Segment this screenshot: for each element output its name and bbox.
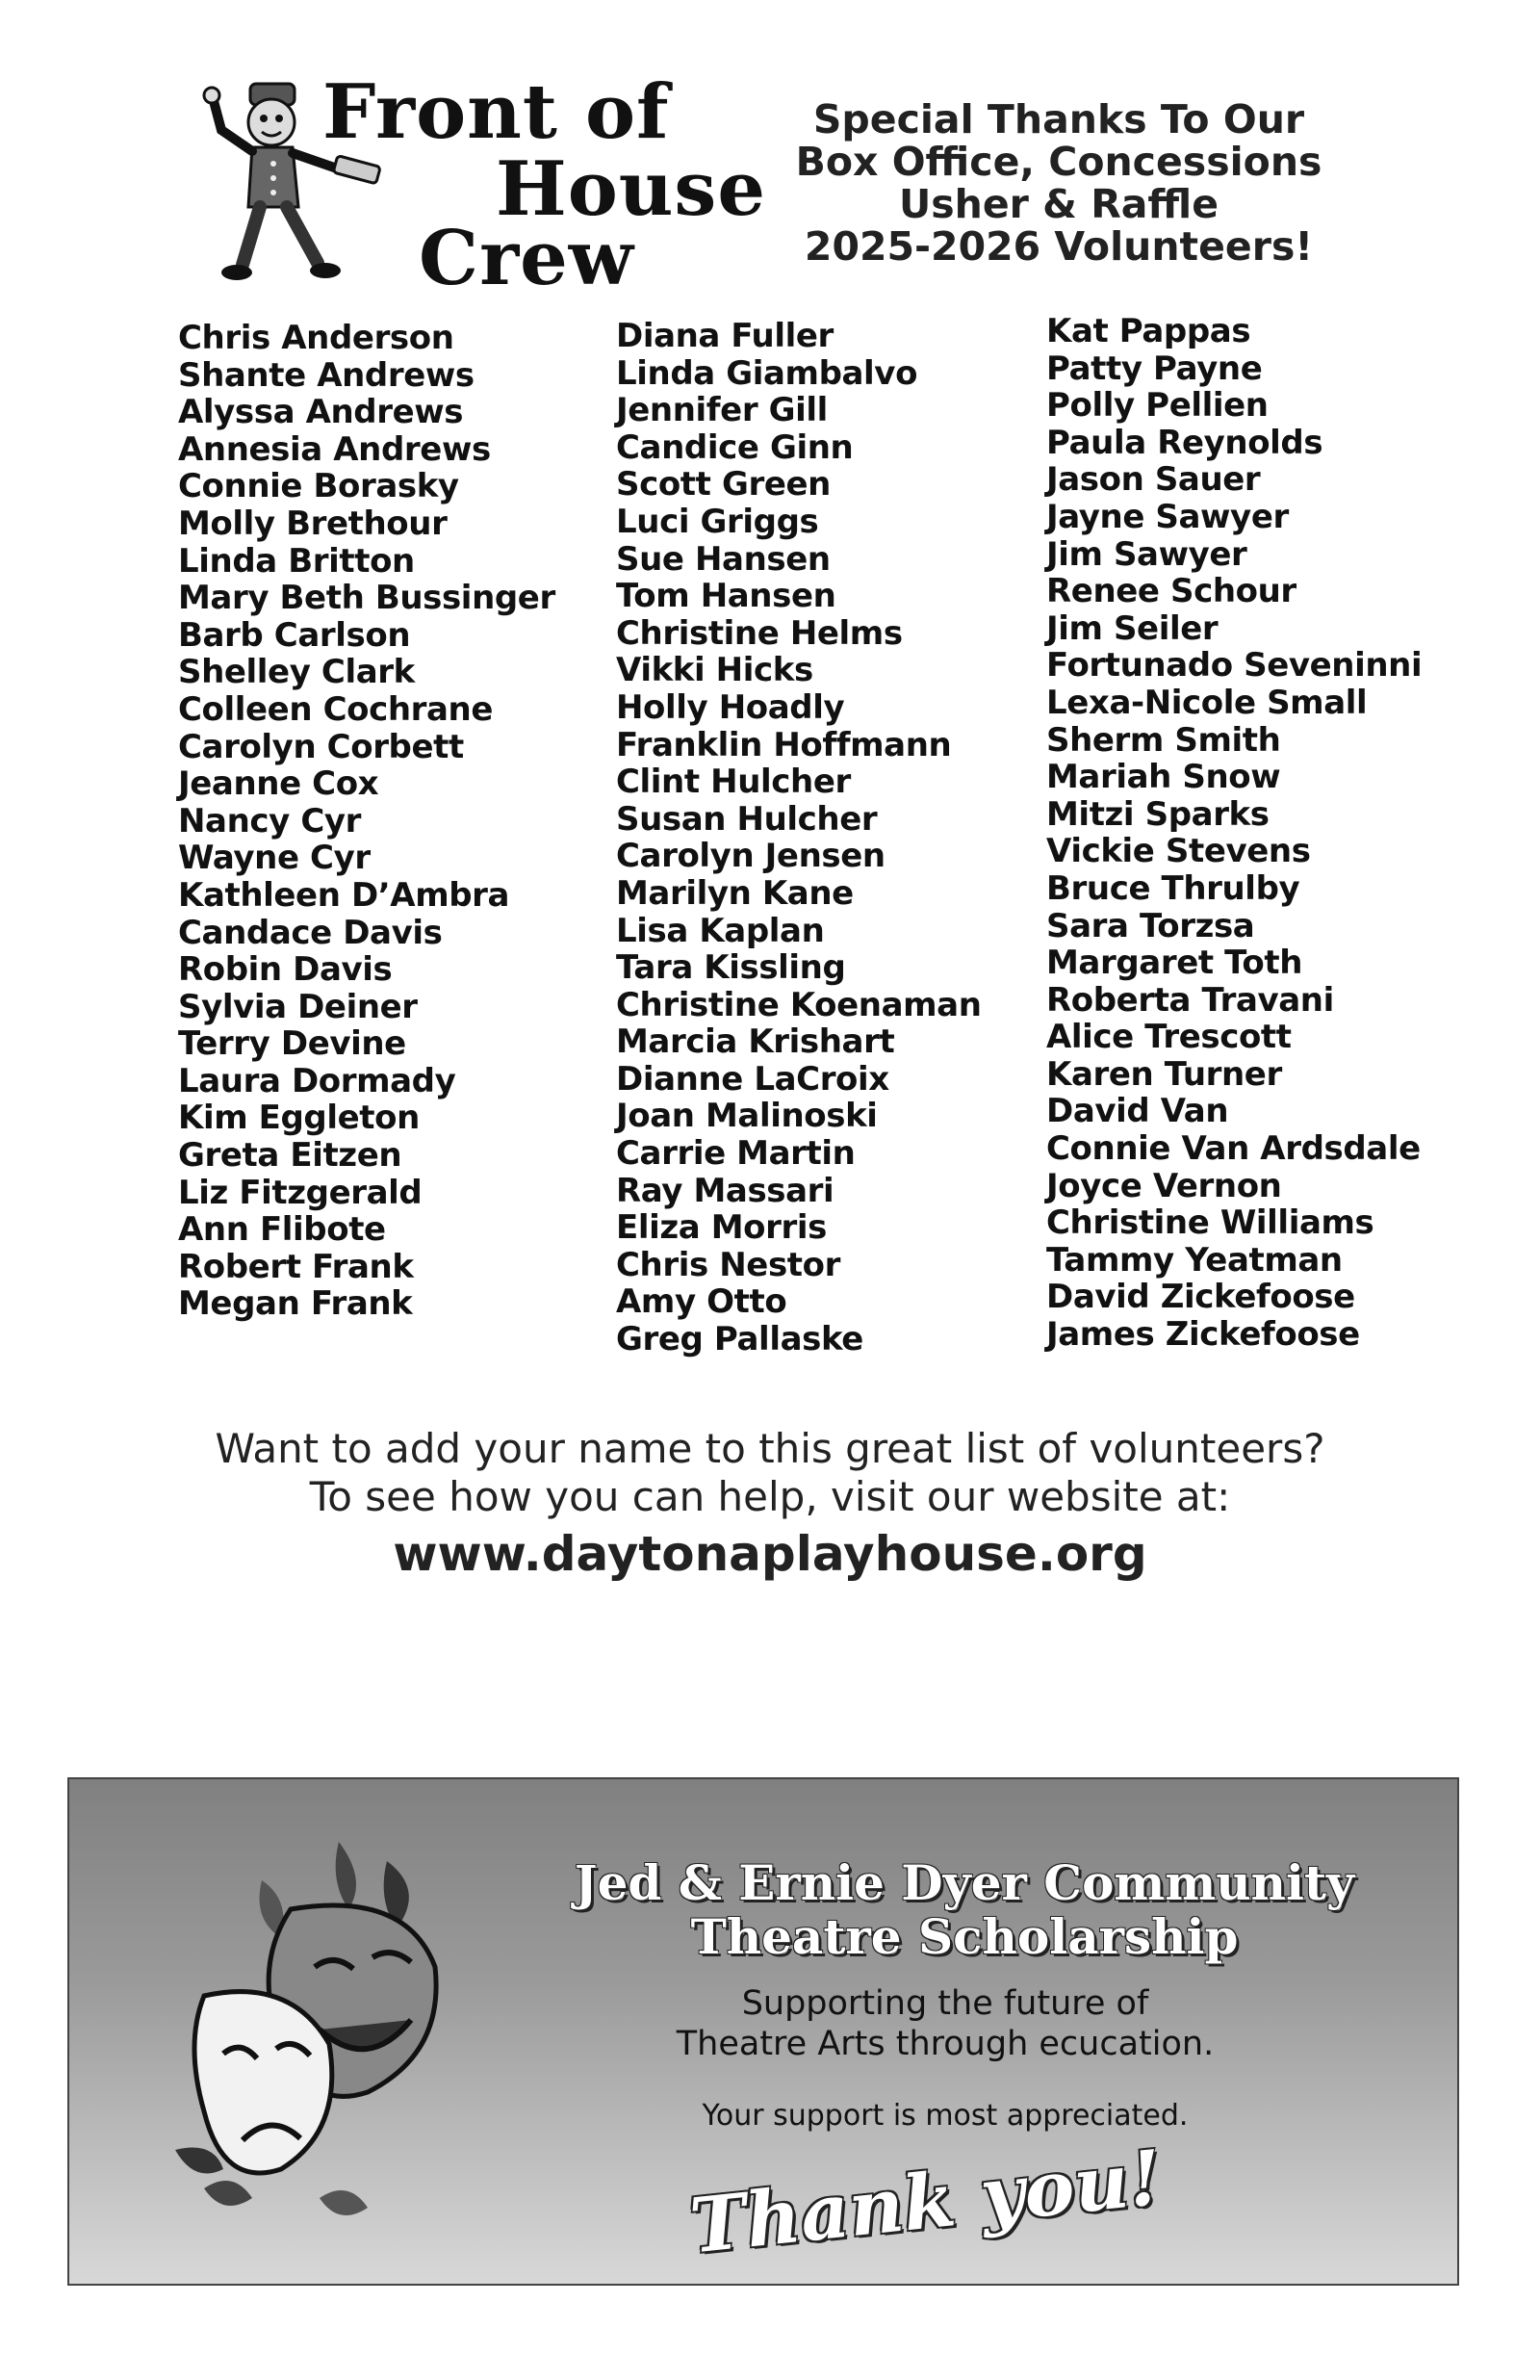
- volunteer-name: Jim Sawyer: [1046, 534, 1247, 574]
- volunteer-name: Jim Seiler: [1046, 608, 1219, 648]
- volunteer-name: Christine Helms: [616, 613, 903, 653]
- volunteer-name: Amy Otto: [616, 1282, 787, 1322]
- volunteer-name: Connie Borasky: [178, 467, 459, 506]
- volunteer-name: Sherm Smith: [1046, 720, 1281, 760]
- volunteer-name: Tara Kissling: [616, 948, 846, 988]
- volunteer-name: Luci Griggs: [616, 502, 819, 541]
- volunteer-name: Marilyn Kane: [616, 873, 854, 913]
- volunteer-name: Mary Beth Bussinger: [178, 579, 555, 618]
- volunteer-name: Candace Davis: [178, 913, 443, 952]
- volunteer-name: Eliza Morris: [616, 1208, 827, 1248]
- volunteer-column-1: [178, 320, 555, 1323]
- volunteer-name: Laura Dormady: [178, 1061, 456, 1100]
- volunteer-name: Mariah Snow: [1046, 758, 1281, 797]
- volunteer-name: Wayne Cyr: [178, 839, 371, 878]
- volunteer-name: David Van: [1046, 1092, 1229, 1131]
- volunteer-name: Clint Hulcher: [616, 763, 851, 802]
- volunteer-name: Bruce Thrulby: [1046, 868, 1300, 908]
- scholarship-sub-line-2: Theatre Arts through ecucation.: [676, 2025, 1215, 2063]
- volunteer-name: Jeanne Cox: [178, 764, 379, 804]
- website-link[interactable]: www.daytonaplayhouse.org: [393, 1526, 1147, 1582]
- volunteer-name: Sara Torzsa: [1046, 906, 1255, 945]
- volunteer-name: Ann Flibote: [178, 1210, 386, 1250]
- volunteer-name: Vikki Hicks: [616, 651, 813, 690]
- theatre-masks-icon: [146, 1823, 512, 2246]
- thanks-line: Box Office, Concessions: [795, 139, 1322, 185]
- volunteer-name: Marcia Krishart: [616, 1022, 895, 1062]
- scholarship-title-line-2: Theatre Scholarship: [690, 1908, 1239, 1965]
- volunteer-name: Lexa-Nicole Small: [1046, 683, 1368, 722]
- volunteer-name: Polly Pellien: [1046, 386, 1269, 426]
- volunteer-name: James Zickefoose: [1046, 1315, 1360, 1355]
- scholarship-support-text: Your support is most appreciated.: [702, 2099, 1189, 2133]
- volunteer-name: Molly Brethour: [178, 504, 448, 543]
- volunteer-name: Joyce Vernon: [1046, 1166, 1282, 1205]
- volunteer-name: Colleen Cochrane: [178, 689, 494, 729]
- volunteer-name: Robert Frank: [178, 1247, 414, 1286]
- header: [192, 67, 1348, 302]
- volunteer-name: Shante Andrews: [178, 355, 475, 395]
- volunteer-name: Christine Koenaman: [616, 985, 982, 1024]
- volunteer-name: Mitzi Sparks: [1046, 794, 1270, 834]
- volunteer-name: Chris Anderson: [178, 319, 454, 357]
- scholarship-banner: [67, 1777, 1459, 2286]
- volunteer-name: Susan Hulcher: [616, 799, 878, 839]
- volunteer-name: Dianne LaCroix: [616, 1059, 889, 1099]
- volunteer-name: Robin Davis: [178, 950, 393, 990]
- volunteer-name: Jason Sauer: [1046, 460, 1261, 500]
- thank-you-script: Thank you!: [685, 2134, 1167, 2271]
- volunteer-name: Sylvia Deiner: [178, 987, 418, 1026]
- volunteer-name: Scott Green: [616, 465, 831, 504]
- volunteer-name: Greg Pallaske: [616, 1320, 863, 1359]
- volunteer-name: David Zickefoose: [1046, 1278, 1355, 1317]
- volunteer-name: Franklin Hoffmann: [616, 725, 952, 764]
- volunteer-name: Carolyn Jensen: [616, 837, 886, 876]
- volunteer-name: Linda Britton: [178, 541, 415, 581]
- thanks-line: 2025-2026 Volunteers!: [804, 223, 1314, 270]
- scholarship-title: [483, 1856, 1446, 1964]
- volunteer-name: Carrie Martin: [616, 1134, 856, 1174]
- cta-line-2: To see how you can help, visit our website at:: [309, 1473, 1231, 1520]
- volunteer-name: Lisa Kaplan: [616, 911, 825, 950]
- cta-line-1: Want to add your name to this great list of volunteers?: [215, 1425, 1325, 1472]
- volunteer-name: Connie Van Ardsdale: [1046, 1129, 1421, 1169]
- volunteer-name: Chris Nestor: [616, 1245, 840, 1284]
- volunteer-name: Roberta Travani: [1046, 980, 1334, 1020]
- volunteer-name: Sue Hansen: [616, 539, 831, 579]
- volunteer-name: Annesia Andrews: [178, 429, 491, 469]
- thanks-line: Usher & Raffle: [898, 181, 1219, 227]
- thanks-line: Special Thanks To Our: [812, 96, 1305, 142]
- volunteer-list: [0, 312, 1540, 1379]
- volunteer-name: Megan Frank: [178, 1284, 413, 1324]
- volunteer-name: Renee Schour: [1046, 572, 1296, 611]
- scholarship-description: [512, 1983, 1378, 2064]
- volunteer-name: Linda Giambalvo: [616, 353, 918, 393]
- volunteer-name: Shelley Clark: [178, 653, 415, 692]
- title-line-2: House: [496, 145, 766, 233]
- special-thanks-heading: [770, 98, 1348, 268]
- volunteer-name: Joan Malinoski: [616, 1097, 878, 1136]
- volunteer-name: Greta Eitzen: [178, 1136, 402, 1176]
- volunteer-name: Karen Turner: [1046, 1054, 1282, 1094]
- volunteer-column-3: [1046, 313, 1422, 1354]
- title-line-3: Crew: [419, 215, 634, 302]
- volunteer-name: Liz Fitzgerald: [178, 1173, 423, 1212]
- volunteer-name: Terry Devine: [178, 1024, 406, 1064]
- volunteer-name: Jennifer Gill: [616, 391, 828, 430]
- volunteer-name: Kim Eggleton: [178, 1099, 420, 1138]
- volunteer-name: Patty Payne: [1046, 349, 1263, 388]
- volunteer-name: Kathleen D’Ambra: [178, 875, 510, 915]
- volunteer-name: Tom Hansen: [616, 577, 836, 616]
- volunteer-name: Alyssa Andrews: [178, 393, 464, 432]
- volunteer-name: Diana Fuller: [616, 317, 834, 355]
- volunteer-name: Jayne Sawyer: [1046, 497, 1289, 536]
- volunteer-name: Margaret Toth: [1046, 944, 1303, 983]
- volunteer-call-to-action: [0, 1425, 1540, 1585]
- volunteer-name: Christine Williams: [1046, 1203, 1374, 1243]
- volunteer-name: Tammy Yeatman: [1046, 1240, 1343, 1280]
- title-line-1: Front of: [322, 68, 670, 156]
- scholarship-title-line-1: Jed & Ernie Dyer Community: [574, 1854, 1355, 1911]
- volunteer-name: Nancy Cyr: [178, 801, 362, 841]
- volunteer-name: Alice Trescott: [1046, 1018, 1292, 1057]
- volunteer-name: Kat Pappas: [1046, 312, 1251, 350]
- volunteer-name: Ray Massari: [616, 1171, 834, 1210]
- volunteer-name: Fortunado Seveninni: [1046, 646, 1423, 686]
- volunteer-name: Holly Hoadly: [616, 687, 845, 727]
- volunteer-name: Candice Ginn: [616, 427, 854, 467]
- volunteer-column-2: [616, 318, 982, 1358]
- volunteer-name: Vickie Stevens: [1046, 832, 1311, 871]
- volunteer-name: Barb Carlson: [178, 615, 411, 655]
- volunteer-name: Paula Reynolds: [1046, 423, 1323, 462]
- scholarship-sub-line-1: Supporting the future of: [741, 1984, 1149, 2023]
- volunteer-name: Carolyn Corbett: [178, 727, 464, 766]
